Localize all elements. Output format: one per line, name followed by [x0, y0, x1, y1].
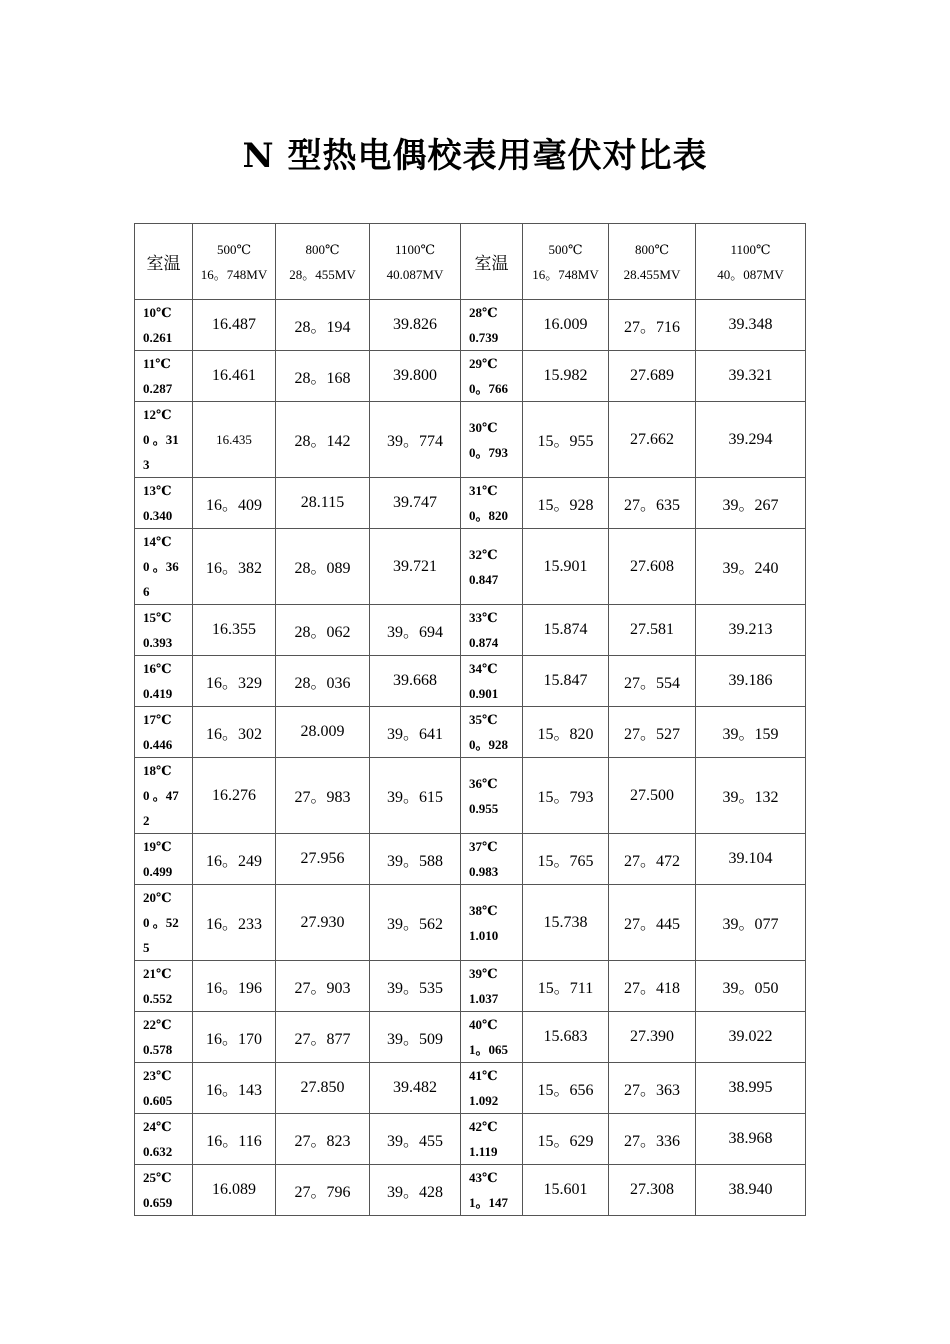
- header-cell: 室温: [135, 224, 193, 300]
- temp-cell: 34℃ 0.901: [461, 656, 523, 707]
- value-cell: 27.956: [276, 834, 370, 885]
- value-cell: 39。132: [696, 758, 806, 834]
- value-cell: 27.662: [609, 402, 696, 478]
- temp-cell: 24℃ 0.632: [135, 1114, 193, 1165]
- value-cell: 15。955: [523, 402, 609, 478]
- value-cell: 27。635: [609, 478, 696, 529]
- value-cell: 15.982: [523, 351, 609, 402]
- value-cell: 16.355: [193, 605, 276, 656]
- value-cell: 39。050: [696, 961, 806, 1012]
- value-cell: 39.721: [370, 529, 461, 605]
- value-cell: 28。194: [276, 300, 370, 351]
- value-cell: 27.500: [609, 758, 696, 834]
- table-row: [135, 1012, 806, 1063]
- value-cell: 39。588: [370, 834, 461, 885]
- value-cell: 27.930: [276, 885, 370, 961]
- value-cell: 15。765: [523, 834, 609, 885]
- value-cell: 15。820: [523, 707, 609, 758]
- temp-cell: 28℃ 0.739: [461, 300, 523, 351]
- temp-cell: 22℃ 0.578: [135, 1012, 193, 1063]
- value-cell: 39。159: [696, 707, 806, 758]
- value-cell: 15.738: [523, 885, 609, 961]
- temp-cell: 30℃ 0。793: [461, 402, 523, 478]
- value-cell: 28。168: [276, 351, 370, 402]
- value-cell: 39。562: [370, 885, 461, 961]
- value-cell: 15.847: [523, 656, 609, 707]
- value-cell: 27。445: [609, 885, 696, 961]
- table-row: [135, 758, 806, 834]
- temp-cell: 35℃ 0。928: [461, 707, 523, 758]
- value-cell: 27.608: [609, 529, 696, 605]
- temp-cell: 23℃ 0.605: [135, 1063, 193, 1114]
- value-cell: 16。302: [193, 707, 276, 758]
- value-cell: 39。641: [370, 707, 461, 758]
- value-cell: 16。329: [193, 656, 276, 707]
- value-cell: 38.995: [696, 1063, 806, 1114]
- value-cell: 39.668: [370, 656, 461, 707]
- temp-cell: 14℃ 0 。36 6: [135, 529, 193, 605]
- value-cell: 39.213: [696, 605, 806, 656]
- value-cell: 38.968: [696, 1114, 806, 1165]
- temp-cell: 41℃ 1.092: [461, 1063, 523, 1114]
- temp-cell: 37℃ 0.983: [461, 834, 523, 885]
- value-cell: 28。089: [276, 529, 370, 605]
- header-cell: 800℃ 28。455MV: [276, 224, 370, 300]
- value-cell: 27。877: [276, 1012, 370, 1063]
- value-cell: 39.747: [370, 478, 461, 529]
- value-cell: 15.874: [523, 605, 609, 656]
- temp-cell: 40℃ 1。065: [461, 1012, 523, 1063]
- value-cell: 39.104: [696, 834, 806, 885]
- value-cell: 39.022: [696, 1012, 806, 1063]
- table-row: [135, 834, 806, 885]
- value-cell: 39。615: [370, 758, 461, 834]
- value-cell: 27.689: [609, 351, 696, 402]
- value-cell: 16。382: [193, 529, 276, 605]
- value-cell: 27.390: [609, 1012, 696, 1063]
- value-cell: 39.826: [370, 300, 461, 351]
- value-cell: 39.800: [370, 351, 461, 402]
- value-cell: 27。554: [609, 656, 696, 707]
- value-cell: 27.308: [609, 1165, 696, 1216]
- table-row: [135, 1063, 806, 1114]
- value-cell: 15。656: [523, 1063, 609, 1114]
- value-cell: 39。077: [696, 885, 806, 961]
- value-cell: 15。711: [523, 961, 609, 1012]
- value-cell: 16。409: [193, 478, 276, 529]
- temp-cell: 29℃ 0。766: [461, 351, 523, 402]
- value-cell: 28.115: [276, 478, 370, 529]
- value-cell: 39.482: [370, 1063, 461, 1114]
- temp-cell: 10℃ 0.261: [135, 300, 193, 351]
- value-cell: 39。509: [370, 1012, 461, 1063]
- value-cell: 28。036: [276, 656, 370, 707]
- value-cell: 28。062: [276, 605, 370, 656]
- value-cell: 39。428: [370, 1165, 461, 1216]
- value-cell: 39.321: [696, 351, 806, 402]
- temp-cell: 38℃ 1.010: [461, 885, 523, 961]
- header-cell: 室温: [461, 224, 523, 300]
- value-cell: 16。233: [193, 885, 276, 961]
- value-cell: 28。142: [276, 402, 370, 478]
- value-cell: 15。629: [523, 1114, 609, 1165]
- table-row: [135, 707, 806, 758]
- temp-cell: 32℃ 0.847: [461, 529, 523, 605]
- temp-cell: 20℃ 0 。52 5: [135, 885, 193, 961]
- value-cell: 39.348: [696, 300, 806, 351]
- temp-cell: 17℃ 0.446: [135, 707, 193, 758]
- value-cell: 27。527: [609, 707, 696, 758]
- temp-cell: 13℃ 0.340: [135, 478, 193, 529]
- value-cell: 28.009: [276, 707, 370, 758]
- value-cell: 27。903: [276, 961, 370, 1012]
- value-cell: 27.850: [276, 1063, 370, 1114]
- table-row: [135, 961, 806, 1012]
- value-cell: 39.186: [696, 656, 806, 707]
- value-cell: 39。535: [370, 961, 461, 1012]
- value-cell: 27。472: [609, 834, 696, 885]
- value-cell: 39。455: [370, 1114, 461, 1165]
- header-cell: 800℃ 28.455MV: [609, 224, 696, 300]
- table-row: [135, 529, 806, 605]
- value-cell: 16.487: [193, 300, 276, 351]
- header-cell: 1100℃ 40.087MV: [370, 224, 461, 300]
- table-row: [135, 1114, 806, 1165]
- temp-cell: 18℃ 0 。47 2: [135, 758, 193, 834]
- value-cell: 16。196: [193, 961, 276, 1012]
- value-cell: 39。774: [370, 402, 461, 478]
- temp-cell: 42℃ 1.119: [461, 1114, 523, 1165]
- temp-cell: 25℃ 0.659: [135, 1165, 193, 1216]
- value-cell: 16。143: [193, 1063, 276, 1114]
- value-cell: 39。267: [696, 478, 806, 529]
- value-cell: 15.683: [523, 1012, 609, 1063]
- table-row: [135, 351, 806, 402]
- value-cell: 39.294: [696, 402, 806, 478]
- value-cell: 27。823: [276, 1114, 370, 1165]
- table-row: [135, 1165, 806, 1216]
- value-cell: 16.009: [523, 300, 609, 351]
- table-header-row: [135, 224, 806, 300]
- temp-cell: 31℃ 0。820: [461, 478, 523, 529]
- value-cell: 16.435: [193, 402, 276, 478]
- temp-cell: 19℃ 0.499: [135, 834, 193, 885]
- mv-comparison-table: [134, 223, 806, 1216]
- value-cell: 27。363: [609, 1063, 696, 1114]
- value-cell: 15.901: [523, 529, 609, 605]
- value-cell: 27。418: [609, 961, 696, 1012]
- table-row: [135, 656, 806, 707]
- header-cell: 500℃ 16。748MV: [523, 224, 609, 300]
- value-cell: 27。796: [276, 1165, 370, 1216]
- value-cell: 16。116: [193, 1114, 276, 1165]
- temp-cell: 12℃ 0 。31 3: [135, 402, 193, 478]
- value-cell: 16。249: [193, 834, 276, 885]
- temp-cell: 16℃ 0.419: [135, 656, 193, 707]
- value-cell: 16.276: [193, 758, 276, 834]
- value-cell: 38.940: [696, 1165, 806, 1216]
- header-cell: 1100℃ 40。087MV: [696, 224, 806, 300]
- value-cell: 16.461: [193, 351, 276, 402]
- value-cell: 15。928: [523, 478, 609, 529]
- temp-cell: 39℃ 1.037: [461, 961, 523, 1012]
- value-cell: 15。793: [523, 758, 609, 834]
- table-row: [135, 605, 806, 656]
- value-cell: 27。336: [609, 1114, 696, 1165]
- temp-cell: 43℃ 1。147: [461, 1165, 523, 1216]
- temp-cell: 21℃ 0.552: [135, 961, 193, 1012]
- value-cell: 15.601: [523, 1165, 609, 1216]
- value-cell: 27.581: [609, 605, 696, 656]
- table-row: [135, 402, 806, 478]
- value-cell: 39。694: [370, 605, 461, 656]
- header-cell: 500℃ 16。748MV: [193, 224, 276, 300]
- value-cell: 16。170: [193, 1012, 276, 1063]
- value-cell: 27。983: [276, 758, 370, 834]
- temp-cell: 15℃ 0.393: [135, 605, 193, 656]
- table-row: [135, 478, 806, 529]
- temp-cell: 11℃ 0.287: [135, 351, 193, 402]
- value-cell: 16.089: [193, 1165, 276, 1216]
- table-row: [135, 300, 806, 351]
- value-cell: 27。716: [609, 300, 696, 351]
- page-title: N 型热电偶校表用毫伏对比表: [242, 136, 708, 176]
- table-row: [135, 885, 806, 961]
- temp-cell: 36℃ 0.955: [461, 758, 523, 834]
- value-cell: 39。240: [696, 529, 806, 605]
- temp-cell: 33℃ 0.874: [461, 605, 523, 656]
